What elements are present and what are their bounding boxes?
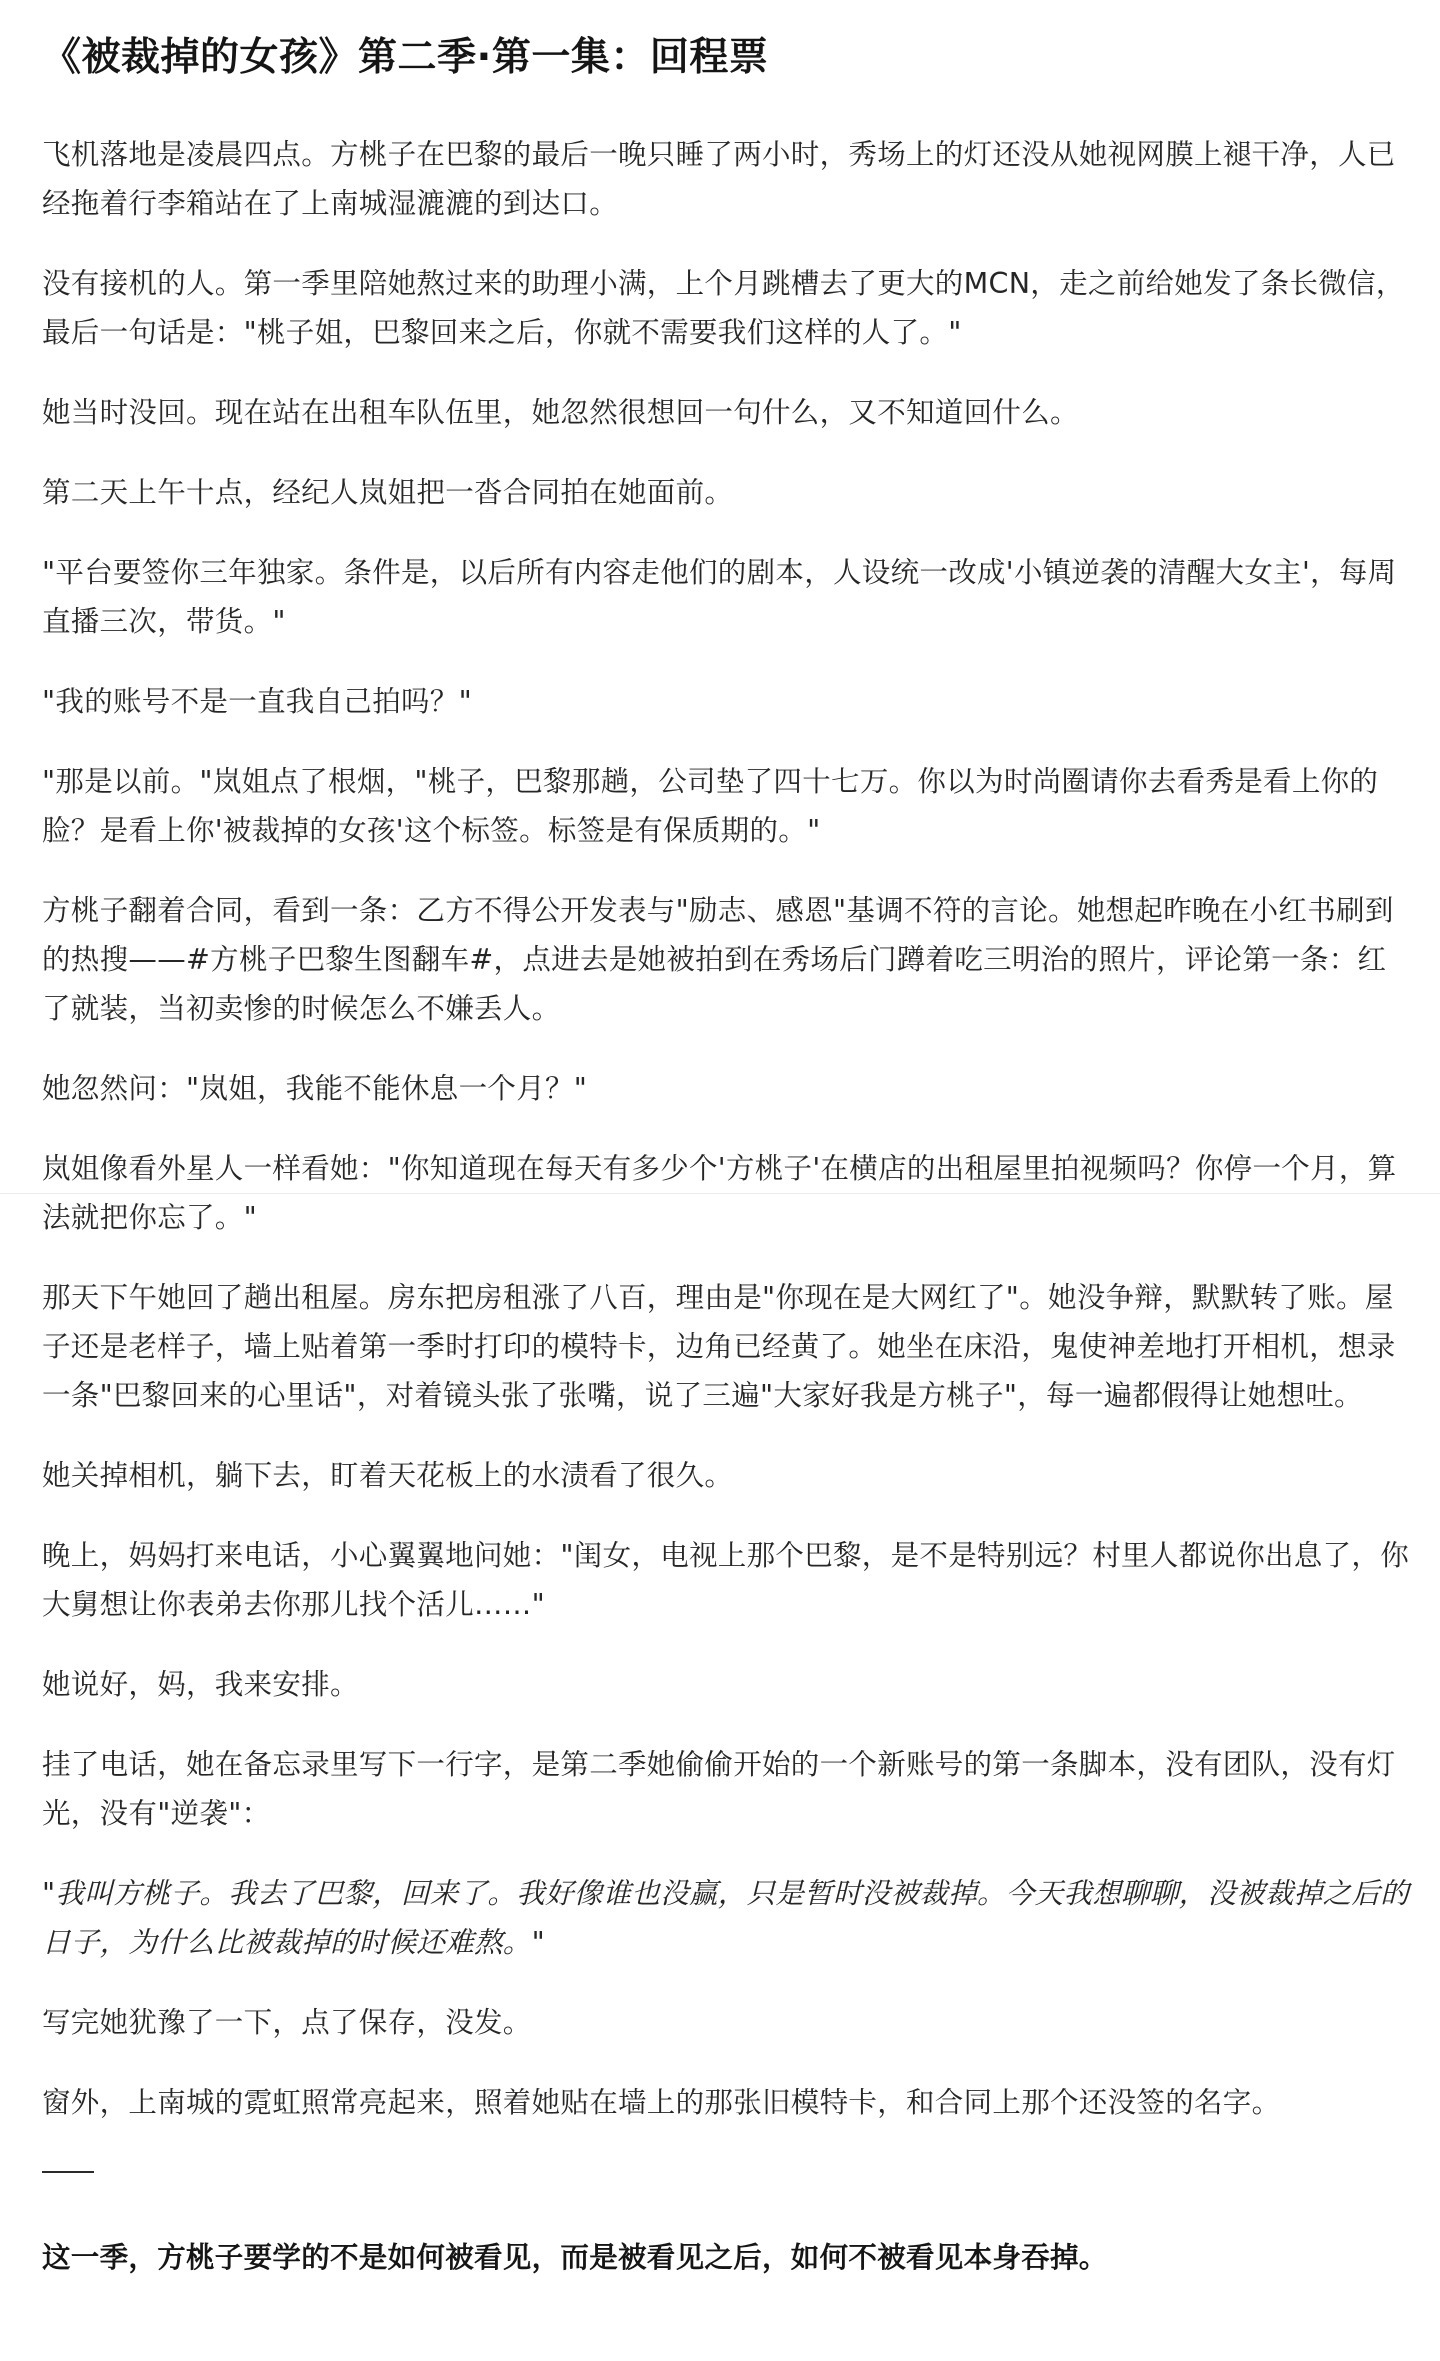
paragraph: 没有接机的人。第一季里陪她熬过来的助理小满，上个月跳槽去了更大的MCN，走之前给她发了条长微信，最后一句话是："桃子姐，巴黎回来之后，你就不需要我们这样的人了。" bbox=[42, 267, 1405, 349]
paragraph: 那天下午她回了趟出租屋。房东把房租涨了八百，理由是"你现在是大网红了"。她没争辩，默默转了账。屋子还是老样子，墙上贴着第一季时打印的模特卡，边角已经黄了。她坐在床沿，鬼使神差地打开相机，想录一条"巴黎回来的心里话"，对着镜头张了张嘴，说了三遍"大家好我是方桃子"，每一遍都假得让她想吐。 bbox=[42, 1281, 1396, 1412]
paragraph: "平台要签你三年独家。条件是，以后所有内容走他们的剧本，人设统一改成'小镇逆袭的清醒大女主'，每周直播三次，带货。" bbox=[42, 556, 1397, 638]
paragraph: 她忽然问："岚姐，我能不能休息一个月？" bbox=[42, 1072, 588, 1105]
paragraph: 第二天上午十点，经纪人岚姐把一沓合同拍在她面前。 bbox=[42, 476, 734, 509]
article bbox=[42, 28, 1412, 2282]
paragraph: 写完她犹豫了一下，点了保存，没发。 bbox=[42, 2006, 532, 2039]
paragraph: "我的账号不是一直我自己拍吗？" bbox=[42, 685, 473, 718]
paragraph: 她说好，妈，我来安排。 bbox=[42, 1668, 359, 1701]
paragraph: 方桃子翻着合同，看到一条：乙方不得公开发表与"励志、感恩"基调不符的言论。她想起昨晚在小红书刷到的热搜——#方桃子巴黎生图翻车#，点进去是她被拍到在秀场后门蹲着吃三明治的照片，评论第一条：红了就装，当初卖惨的时候怎么不嫌丢人。 bbox=[42, 894, 1394, 1025]
screenshot-seam-line bbox=[0, 1193, 1440, 1194]
paragraph: 飞机落地是凌晨四点。方桃子在巴黎的最后一晚只睡了两小时，秀场上的灯还没从她视网膜上褪干净，人已经拖着行李箱站在了上南城湿漉漉的到达口。 bbox=[42, 138, 1396, 220]
paragraph: 挂了电话，她在备忘录里写下一行字，是第二季她偷偷开始的一个新账号的第一条脚本，没有团队，没有灯光，没有"逆袭"： bbox=[42, 1748, 1396, 1830]
paragraph: 她关掉相机，躺下去，盯着天花板上的水渍看了很久。 bbox=[42, 1459, 734, 1492]
section-divider bbox=[42, 2171, 94, 2173]
italic-quote-paragraph: "我叫方桃子。我去了巴黎，回来了。我好像谁也没赢，只是暂时没被裁掉。今天我想聊聊，没被裁掉之后的日子，为什么比被裁掉的时候还难熬。" bbox=[42, 1877, 1410, 1959]
closing-statement: 这一季，方桃子要学的不是如何被看见，而是被看见之后，如何不被看见本身吞掉。 bbox=[42, 2241, 1108, 2274]
paragraph: 她当时没回。现在站在出租车队伍里，她忽然很想回一句什么，又不知道回什么。 bbox=[42, 396, 1079, 429]
article-title: 《被裁掉的女孩》第二季·第一集：回程票 bbox=[42, 35, 769, 80]
paragraph: "那是以前。"岚姐点了根烟，"桃子，巴黎那趟，公司垫了四十七万。你以为时尚圈请你去看秀是看上你的脸？是看上你'被裁掉的女孩'这个标签。标签是有保质期的。" bbox=[42, 765, 1379, 847]
paragraph: 窗外，上南城的霓虹照常亮起来，照着她贴在墙上的那张旧模特卡，和合同上那个还没签的名字。 bbox=[42, 2086, 1281, 2119]
paragraph: 晚上，妈妈打来电话，小心翼翼地问她："闺女，电视上那个巴黎，是不是特别远？村里人都说你出息了，你大舅想让你表弟去你那儿找个活儿……" bbox=[42, 1539, 1410, 1621]
paragraph: 岚姐像看外星人一样看她："你知道现在每天有多少个'方桃子'在横店的出租屋里拍视频吗？你停一个月，算法就把你忘了。" bbox=[42, 1152, 1397, 1234]
